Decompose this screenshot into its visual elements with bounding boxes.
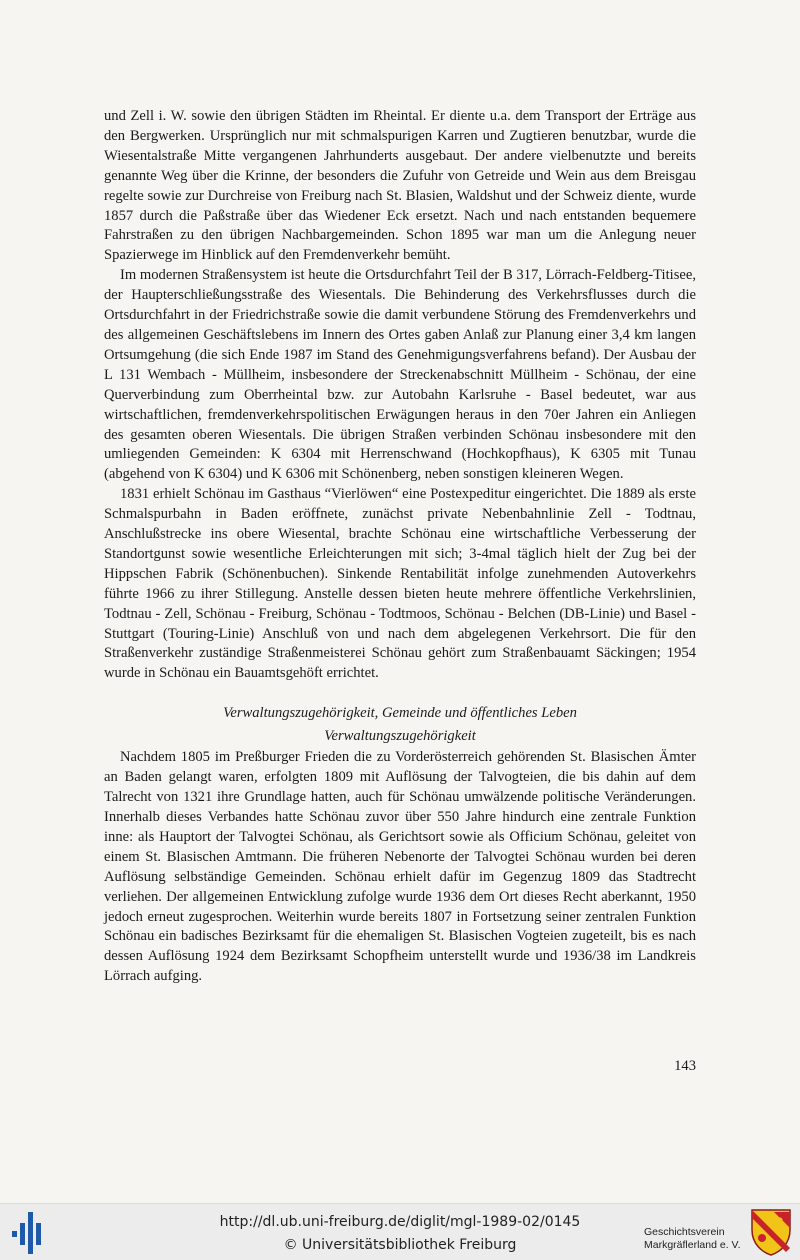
paragraph: und Zell i. W. sowie den übrigen Städten im Rheintal. Er diente u.a. dem Transport der Erträge aus den Bergwerken. Ursprünglich nur mit schmalspurigen Karren und Zugtieren benutzbar, wurde die Wiesentalstraße Mitte vergangenen Jahrhunderts ausgebaut. Der andere vielbenutzte und bereits genannte Weg über die Krinne, der besonders die Zufuhr von Getreide und Wein aus dem Breisgau regelte sowie zur Durchreise von Freiburg nach St. Blasien, Waldshut und der Schweiz diente, wurde 1857 durch die Paßstraße über das Wiedener Eck ersetzt. Nach und nach entstanden bequemere Fahrstraßen zu den übrigen Nachbargemeinden. Schon 1895 war man um die Anlegung neuer Spazierwege im Hinblick auf den Fremdenverkehr bemüht. [104,108,696,264]
society-line-2: Markgräflerland e. V. [644,1239,741,1251]
coat-of-arms-icon[interactable] [750,1208,792,1256]
paragraph: 1831 erhielt Schönau im Gasthaus “Vierlöwen“ eine Postexpeditur eingerichtet. Die 1889 als erste Schmalspurbahn in Baden eröffnete, zunächst private Nebenbahnlinie Zell - Todtnau, Anschlußstrecke ins obere Wiesental, brachte Schönau eine wirtschaftliche Verbesserung der Standortgunst sowie wesentliche Erleichterungen mit sich; 3-4mal täglich hielt der Zug bei der Hippschen Fabrik (Schönenbuchen). Sinkende Rentabilität infolge zunehmenden Autoverkehrs führte 1966 zu ihrer Stillegung. Anstelle dessen bieten heute mehrere öffentliche Verkehrslinien, Todtnau - Zell, Schönau - Freiburg, Schönau - Todtmoos, Schönau - Belchen (DB-Linie) und Basel - Stuttgart (Touring-Linie) Anschluß von und nach dem abgelegenen Verkehrsort. Die für den Straßenverkehr zuständige Straßenmeisterei Schönau gehört zum Straßenbauamt Säckingen; 1954 wurde in Schönau ein Bauamtsgehöft errichtet. [104,486,696,682]
document-body [104,107,696,987]
society-name [644,1226,748,1252]
society-line-1: Geschichtsverein [644,1226,725,1238]
page-number: 143 [674,1058,696,1074]
paragraph: Im modernen Straßensystem ist heute die Ortsdurchfahrt Teil der B 317, Lörrach-Feldberg-Titisee, der Haupterschließungsstraße des Wiesentals. Die Behinderung des Verkehrsflusses durch die Ortsdurchfahrt in der Friedrichstraße sowie die damit verbundene Störung des Fremdenverkehrs und des allgemeinen Geschäftslebens im Innern des Ortes gaben Anlaß zur Planung einer 3,4 km langen Ortsumgehung (die sich Ende 1987 im Stand des Genehmigungsverfahrens befand). Der Ausbau der L 131 Wembach - Müllheim, insbesondere der Streckenabschnitt Müllheim - Schönau, der eine Querverbindung zum Oberrheintal bzw. zur Autobahn Karlsruhe - Basel bedeutet, war aus wirtschaftlichen, fremdenverkehrspolitischen Erwägungen heraus in den 70er Jahren ein Anliegen des gesamten oberen Wiesentals. Die übrigen Straßen verbinden Schönau insbesondere mit den umliegenden Gemeinden: K 6304 mit Herrenschwand (Hochkopfhaus), K 6305 mit Tunau (abgehend von K 6304) und K 6306 mit Schönenberg, neben sonstigen kleineren Wegen. [104,267,696,483]
footer-copyright: © Universitätsbibliothek Freiburg [283,1237,517,1253]
paragraph: Nachdem 1805 im Preßburger Frieden die zu Vorderösterreich gehörenden St. Blasischen Ämter an Baden gelangt waren, erfolgten 1809 mit Auflösung der Talvogteien, die bis dahin auf dem Talrecht von 1321 ihre Grundlage hatten, auch für Schönau umwälzende politische Veränderungen. Innerhalb dieses Verbandes hatte Schönau zuvor über 550 Jahre hindurch eine zentrale Funktion inne: als Hauptort der Talvogtei Schönau, als Gerichtsort sowie als Officium Schönau, geleitet von einem St. Blasischen Amtmann. Die früheren Nebenorte der Talvogtei Schönau wurden bei deren Auflösung selbständige Gemeinden. Schönau erhielt dafür im Gegenzug 1809 das Stadtrecht verliehen. Der allgemeinen Entwicklung zufolge wurde 1936 dem Ort dieses Recht aberkannt, 1950 jedoch erneut zugesprochen. Weiterhin wurde bereits 1807 in Fortsetzung seiner zentralen Funktion Schönau ein badisches Bezirksamt für die ehemaligen St. Blasischen Vogteien zugeteilt, bis es nach dessen Auflösung 1924 dem Bezirksamt Schopfheim unterstellt wurde und 1936/38 im Landkreis Lörrach aufging. [104,749,696,985]
footer-url-link[interactable]: http://dl.ub.uni-freiburg.de/diglit/mgl-1989-02/0145 [219,1214,581,1230]
footer-bar [0,1203,800,1260]
section-heading: Verwaltungszugehörigkeit, Gemeinde und öffentliches Leben [223,705,577,722]
sub-heading: Verwaltungszugehörigkeit [324,728,476,745]
